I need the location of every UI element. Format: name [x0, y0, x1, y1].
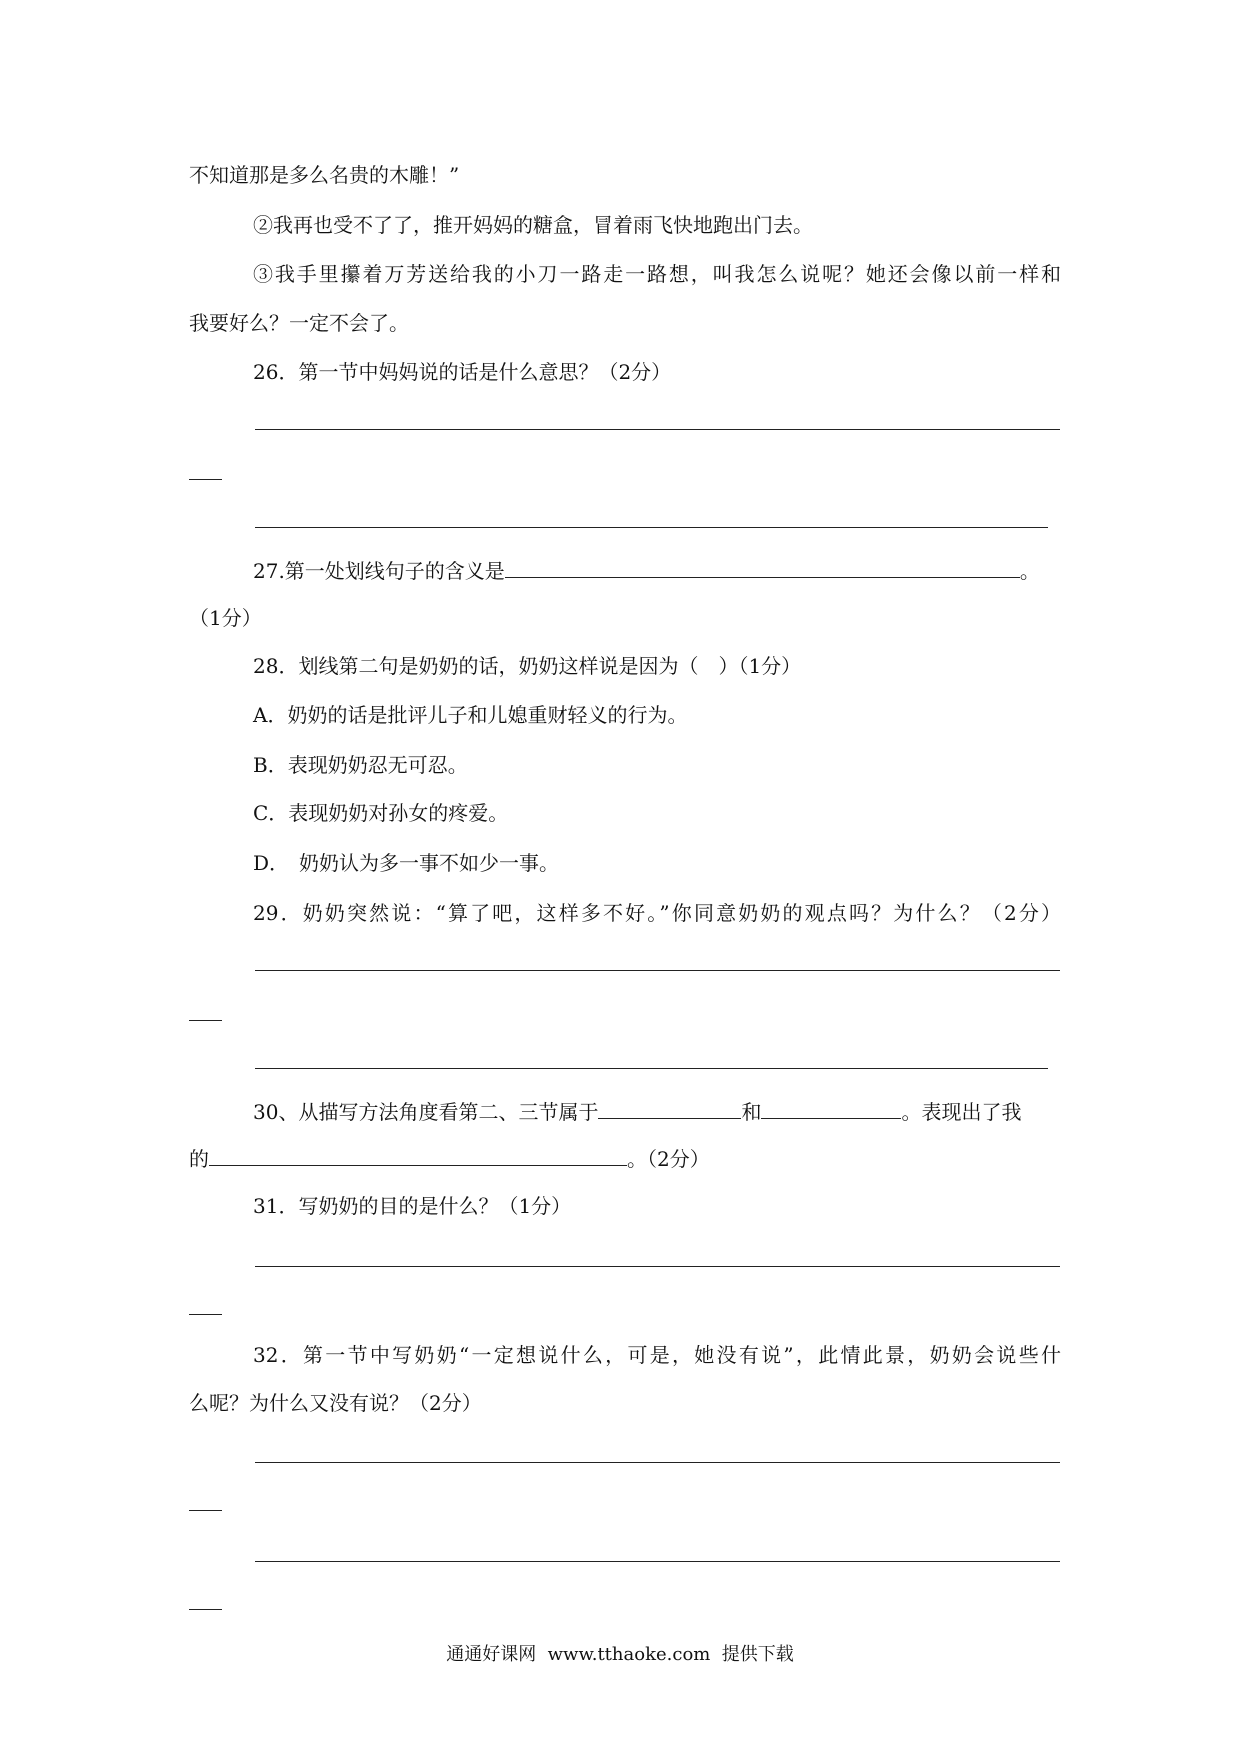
conj: 和	[741, 1100, 762, 1124]
answer-line[interactable]	[255, 1462, 1060, 1463]
question-30-score: 。（2分）	[627, 1147, 710, 1171]
answer-line-stub	[189, 1314, 222, 1315]
question-32: 32．第一节中写奶奶“一定想说什么，可是，她没有说”，此情此景，奶奶会说些什	[253, 1343, 1061, 1367]
question-30	[253, 1098, 1021, 1124]
question-27-score: （1分）	[189, 606, 262, 630]
question-30-text: 30、从描写方法角度看第二、三节属于	[253, 1100, 599, 1124]
question-27-text: 27.第一处划线句子的含义是	[253, 559, 505, 583]
question-30-cont	[189, 1145, 710, 1171]
option-c: C．表现奶奶对孙女的疼爱。	[253, 801, 509, 825]
option-d: D． 奶奶认为多一事不如少一事。	[253, 851, 560, 875]
question-28: 28．划线第二句是奶奶的话，奶奶这样说是因为（ ）（1分）	[253, 654, 802, 678]
option-a: A．奶奶的话是批评儿子和儿媳重财轻义的行为。	[253, 703, 688, 727]
answer-line[interactable]	[255, 1561, 1060, 1562]
answer-line-stub	[189, 1020, 222, 1021]
answer-line-stub	[189, 1609, 222, 1610]
question-31: 31．写奶奶的目的是什么？（1分）	[253, 1194, 572, 1218]
question-27	[253, 557, 1040, 583]
answer-line[interactable]	[255, 1266, 1060, 1267]
question-30-text: 的	[189, 1147, 209, 1171]
question-29: 29．奶奶突然说：“算了吧，这样多不好。”你同意奶奶的观点吗？为什么？（2分）	[253, 901, 1061, 925]
page-footer: 通通好课网 www.tthaoke.com 提供下载	[446, 1644, 794, 1665]
answer-line[interactable]	[255, 429, 1060, 430]
answer-line[interactable]	[255, 970, 1060, 971]
passage-line: 不知道那是多么名贵的木雕！”	[189, 163, 460, 187]
answer-line-stub	[189, 1510, 222, 1511]
passage-paragraph-3-cont: 我要好么？一定不会了。	[189, 311, 409, 335]
passage-paragraph-2: ②我再也受不了了，推开妈妈的糖盒，冒着雨飞快地跑出门去。	[253, 213, 813, 237]
punct: 。	[1019, 559, 1040, 583]
option-b: B．表现奶奶忍无可忍。	[253, 753, 468, 777]
answer-blank[interactable]	[761, 1098, 901, 1119]
answer-line[interactable]	[255, 527, 1048, 528]
answer-blank[interactable]	[209, 1145, 627, 1166]
answer-line-stub	[189, 479, 222, 480]
question-32-cont: 么呢？为什么又没有说？（2分）	[189, 1391, 482, 1415]
passage-paragraph-3: ③我手里攥着万芳送给我的小刀一路走一路想，叫我怎么说呢？她还会像以前一样和	[253, 262, 1061, 286]
question-30-text: 。表现出了我	[901, 1100, 1022, 1124]
question-26: 26．第一节中妈妈说的话是什么意思？（2分）	[253, 360, 672, 384]
answer-blank[interactable]	[598, 1098, 741, 1119]
answer-blank[interactable]	[505, 557, 1020, 578]
answer-line[interactable]	[255, 1068, 1048, 1069]
